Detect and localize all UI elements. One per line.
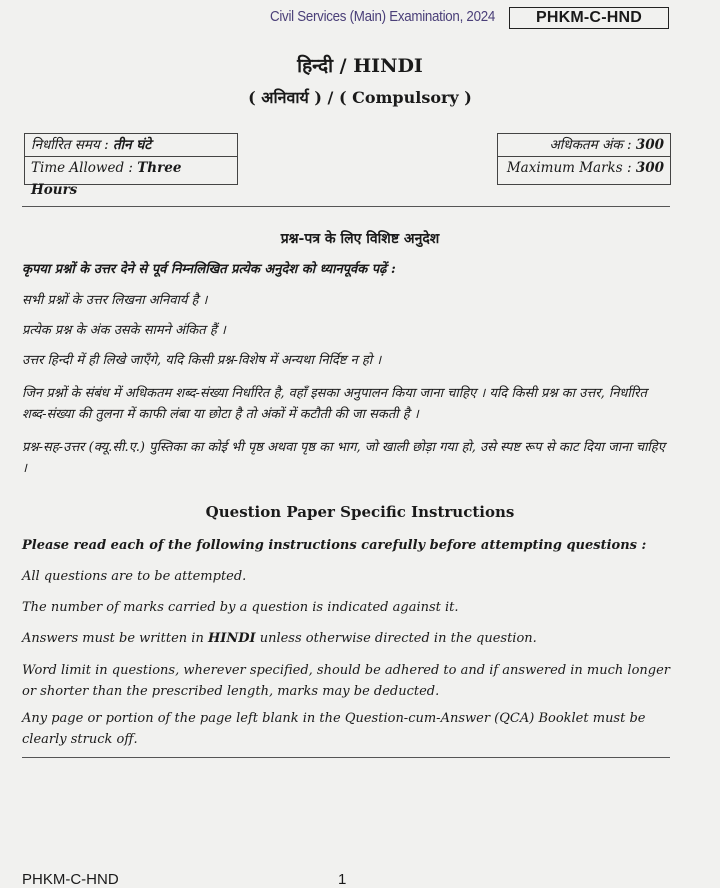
footer-paper-code: PHKM-C-HND xyxy=(22,871,119,888)
divider-bottom xyxy=(22,757,670,758)
english-instructions-lead: Please read each of the following instructions carefully before attempting questions : xyxy=(22,538,647,553)
time-english-row xyxy=(25,157,237,198)
subject-title: हिन्दी / HINDI xyxy=(297,55,423,77)
english-instruction-3-pre: Answers must be written in xyxy=(22,631,208,646)
english-instruction-4: Word limit in questions, wherever specified, should be adhered to and if answered in much longer or shorter than the prescribed length, marks may be deducted. xyxy=(22,663,671,699)
time-hindi-label: निर्धारित समय : xyxy=(31,137,109,153)
paper-code-box: PHKM-C-HND xyxy=(509,7,669,29)
hindi-instruction-2: प्रत्येक प्रश्न के अंक उसके सामने अंकित हैं । xyxy=(22,323,226,338)
english-instruction-3-bold: HINDI xyxy=(207,631,256,646)
english-instruction-2: The number of marks carried by a question is indicated against it. xyxy=(22,600,459,615)
time-english-value: Three Hours xyxy=(31,160,182,198)
page-number: 1 xyxy=(338,871,347,888)
marks-hindi-value: 300 xyxy=(635,137,664,153)
maximum-marks-box xyxy=(497,133,671,185)
marks-hindi-label: अधिकतम अंक : xyxy=(549,137,632,153)
time-english-label: Time Allowed : xyxy=(31,160,133,176)
marks-english-row xyxy=(498,157,670,179)
hindi-instruction-5: प्रश्न-सह-उत्तर (क्यू.सी.ए.) पुस्तिका का कोई भी पृष्ठ अथवा पृष्ठ का भाग, जो खाली छोड़ा गया हो, उसे स्पष्ट रूप से काट दिया जाना चाहिए । xyxy=(22,440,665,476)
exam-title: Civil Services (Main) Examination, 2024 xyxy=(270,9,496,25)
english-instructions-heading: Question Paper Specific Instructions xyxy=(205,503,515,521)
english-instruction-1: All questions are to be attempted. xyxy=(22,569,247,584)
hindi-instruction-3: उत्तर हिन्दी में ही लिखे जाएँगे, यदि किसी प्रश्न-विशेष में अन्यथा निर्दिष्ट न हो । xyxy=(22,353,382,368)
marks-hindi-row xyxy=(498,134,670,157)
time-hindi-row xyxy=(25,134,237,157)
hindi-instructions-lead: कृपया प्रश्नों के उत्तर देने से पूर्व निम्नलिखित प्रत्येक अनुदेश को ध्यानपूर्वक पढ़ें : xyxy=(22,262,396,277)
marks-english-value: 300 xyxy=(635,160,664,176)
hindi-instruction-1: सभी प्रश्नों के उत्तर लिखना अनिवार्य है । xyxy=(22,293,208,308)
divider-top xyxy=(22,206,670,207)
time-hindi-value: तीन घंटे xyxy=(112,137,152,153)
subject-subtitle: ( अनिवार्य ) / ( Compulsory ) xyxy=(248,88,472,107)
english-instruction-3 xyxy=(22,628,672,649)
english-instruction-3-post: unless otherwise directed in the question. xyxy=(255,631,537,646)
marks-english-label: Maximum Marks : xyxy=(506,160,632,176)
english-instruction-5: Any page or portion of the page left blank in the Question-cum-Answer (QCA) Booklet must be clearly struck off. xyxy=(22,711,646,747)
time-allowed-box xyxy=(24,133,238,198)
hindi-instruction-4: जिन प्रश्नों के संबंध में अधिकतम शब्द-संख्या निर्धारित है, वहाँ इसका अनुपालन किया जाना चाहिए । यदि किसी प्रश्न का उत्तर, निर्धारित शब्द-संख्या की तुलना में काफी लंबा या छोटा है तो अंकों में कटौती की जा सकती है । xyxy=(22,386,647,422)
hindi-instructions-heading: प्रश्न-पत्र के लिए विशिष्ट अनुदेश xyxy=(280,231,440,247)
